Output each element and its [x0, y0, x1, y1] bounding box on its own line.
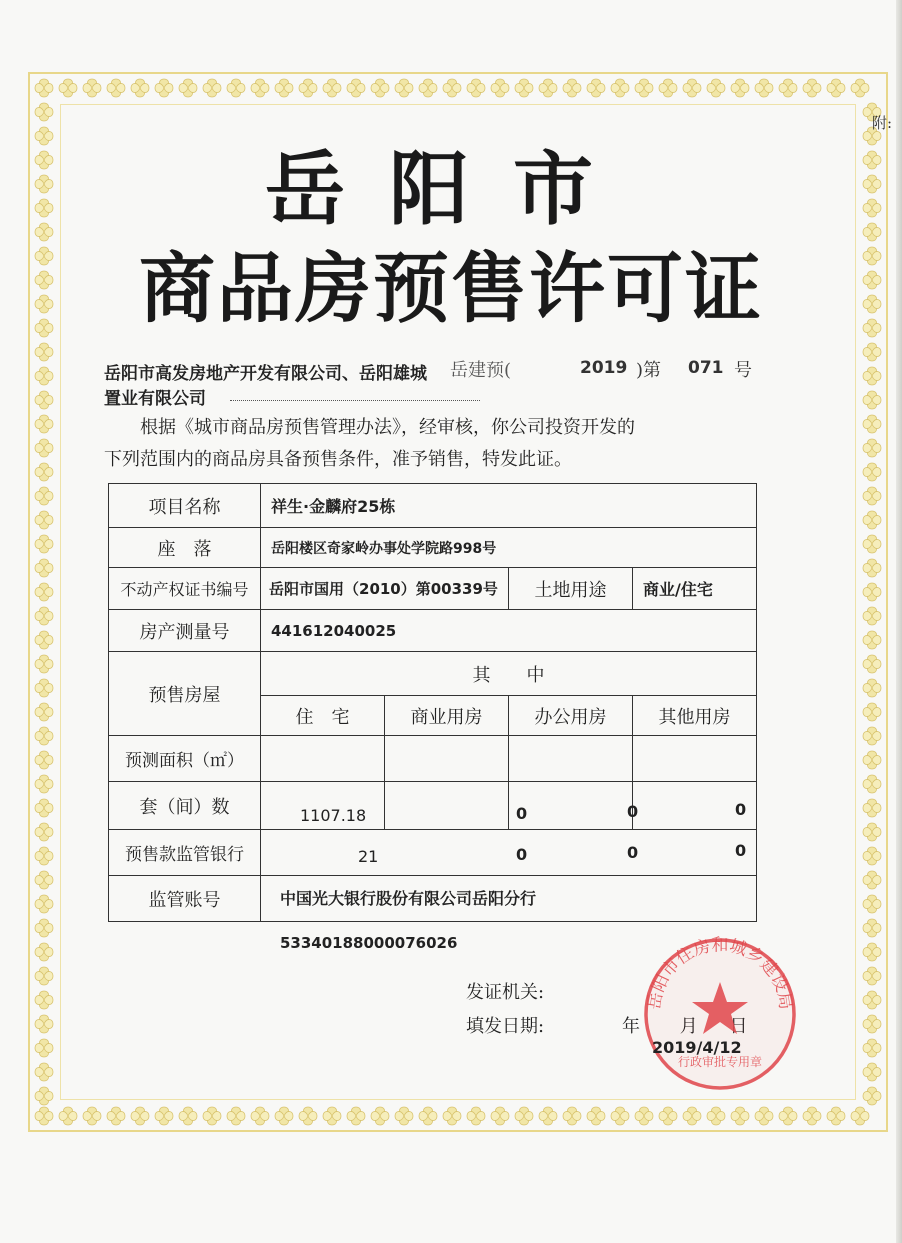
- cert-suffix: 号: [734, 360, 752, 381]
- land-use-label: 土地用途: [509, 568, 633, 610]
- presale-label: 预售房屋: [109, 652, 261, 736]
- among-label: 其 中: [261, 652, 757, 696]
- official-seal: [640, 934, 800, 1094]
- col-office: 办公用房: [509, 696, 633, 736]
- units-residential-value: 21: [358, 847, 379, 866]
- company-name-line1: 岳阳市高发房地产开发有限公司、岳阳雄城: [104, 364, 427, 384]
- date-year-char: 年: [622, 1016, 640, 1037]
- company-underline: [230, 400, 480, 401]
- title-certificate: 商品房预售许可证: [139, 244, 763, 333]
- paragraph-line2: 下列范围内的商品房具备预售条件，准予销售，特发此证。: [104, 449, 572, 470]
- cert-prefix: 岳建预(: [450, 360, 512, 381]
- account-value: 53340188000076026: [280, 934, 458, 952]
- bank-cell: [261, 830, 757, 876]
- area-residential-value: 1107.18: [300, 806, 367, 825]
- units-commercial-cell: [385, 782, 509, 830]
- paragraph-line1: 根据《城市商品房预售管理办法》，经审核，你公司投资开发的: [140, 417, 635, 438]
- units-other-value: 0: [735, 841, 747, 860]
- location-label: 座 落: [109, 528, 261, 568]
- issue-date-value: 2019/4/12: [652, 1038, 742, 1057]
- issuer-label: 发证机关:: [466, 982, 545, 1003]
- company-name: [104, 362, 427, 412]
- area-other-cell: [633, 736, 757, 782]
- area-office-value: 0: [627, 802, 639, 821]
- area-residential-cell: [261, 736, 385, 782]
- title-city: 岳阳市: [265, 143, 637, 236]
- seal-sub: 行政审批专用章: [677, 1055, 763, 1069]
- bank-label: 预售款监管银行: [109, 830, 261, 876]
- account-label: 监管账号: [109, 876, 261, 922]
- area-label: 预测面积（㎡）: [109, 736, 261, 782]
- location-value: 岳阳楼区奇家岭办事处学院路998号: [261, 528, 757, 568]
- seal-text: 岳阳市住房和城乡建设局: [644, 935, 796, 1011]
- land-use-value: 商业/住宅: [633, 568, 757, 610]
- company-name-line2: 置业有限公司: [104, 389, 206, 409]
- units-office-value: 0: [627, 843, 639, 862]
- cert-year: 2019: [580, 358, 628, 378]
- cert-number-value: 071: [688, 358, 724, 378]
- date-label: 填发日期:: [466, 1016, 545, 1037]
- area-other-value: 0: [735, 800, 747, 819]
- presale-info-table: [108, 483, 757, 922]
- survey-value: 441612040025: [261, 610, 757, 652]
- units-commercial-value: 0: [516, 845, 528, 864]
- col-other: 其他用房: [633, 696, 757, 736]
- cert-middle: )第: [636, 360, 662, 381]
- approval-paragraph: [104, 412, 754, 476]
- area-commercial-cell: [385, 736, 509, 782]
- area-commercial-value: 0: [516, 804, 528, 823]
- survey-label: 房产测量号: [109, 610, 261, 652]
- property-cert-label: 不动产权证书编号: [109, 568, 261, 610]
- project-name-value: 祥生·金麟府25栋: [261, 484, 757, 528]
- col-commercial: 商业用房: [385, 696, 509, 736]
- side-note: 附:: [872, 114, 893, 132]
- area-office-cell: [509, 736, 633, 782]
- units-label: 套（间）数: [109, 782, 261, 830]
- property-cert-value: 岳阳市国用（2010）第00339号: [261, 568, 509, 610]
- bank-value: 中国光大银行股份有限公司岳阳分行: [280, 889, 537, 908]
- col-residential: 住 宅: [261, 696, 385, 736]
- project-name-label: 项目名称: [109, 484, 261, 528]
